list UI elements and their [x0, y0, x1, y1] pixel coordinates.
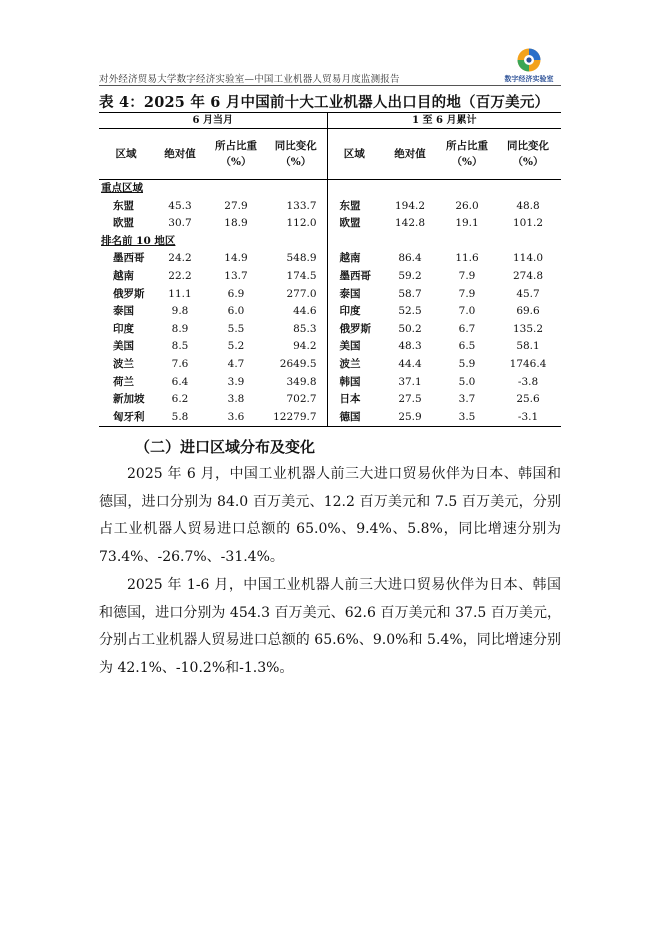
region-cell: 欧盟	[113, 217, 134, 230]
region-cell: 欧盟	[327, 215, 381, 233]
value-cell: 6.4	[171, 375, 189, 388]
share-cell: 13.7	[224, 269, 248, 282]
region-cell: 日本	[327, 391, 381, 409]
yoy-cell: 1746.4	[509, 357, 547, 370]
region-cell: 印度	[327, 303, 381, 321]
region-cell: 俄罗斯	[113, 287, 145, 300]
yoy-cell: 101.2	[512, 217, 544, 230]
yoy-cell: 548.9	[286, 252, 317, 265]
value-cell: 9.8	[171, 305, 189, 318]
table-row	[99, 286, 561, 304]
value-cell: 50.2	[398, 322, 422, 335]
share-cell: 4.7	[227, 357, 245, 370]
col-yoy-label: 同比变化	[507, 140, 550, 152]
header-rule	[99, 85, 561, 86]
region-cell: 东盟	[113, 199, 134, 212]
yoy-cell: 702.7	[286, 393, 317, 406]
paragraph-june: 2025 年 6 月，中国工业机器人前三大进口贸易伙伴为日本、韩国和德国，进口分别为 84.0 百万美元、12.2 百万美元和 7.5 百万美元，分别占工业机器人贸易进口总额的 65.0%、9.4%、5.8%，同比增速分别为 73.4%、-26.7%、-31.4%。	[99, 466, 561, 565]
group-label-key: 重点区域	[101, 182, 143, 194]
table-row	[99, 250, 561, 268]
table-row	[99, 268, 561, 286]
share-cell: 3.5	[439, 409, 495, 427]
value-cell: 48.3	[398, 340, 422, 353]
value-cell: 6.2	[171, 393, 189, 406]
value-cell: 44.4	[398, 357, 422, 370]
yoy-cell: 85.3	[293, 322, 317, 335]
region-cell: 越南	[327, 250, 381, 268]
table-row	[99, 303, 561, 321]
share-cell: 3.7	[458, 393, 476, 406]
value-cell: 30.7	[168, 217, 192, 230]
value-cell: 5.8	[153, 409, 207, 427]
col-yoy-label: 同比变化	[274, 140, 317, 152]
table-body	[99, 180, 561, 427]
region-cell: 波兰	[327, 356, 381, 374]
yoy-cell: 174.5	[286, 269, 317, 282]
yoy-cell: 349.8	[286, 375, 317, 388]
yoy-cell: -3.8	[517, 375, 539, 388]
share-cell: 11.6	[455, 252, 479, 265]
region-cell: 荷兰	[113, 375, 134, 388]
table-title: 表 4：2025 年 6 月中国前十大工业机器人出口目的地（百万美元）	[99, 94, 550, 111]
region-cell: 韩国	[327, 374, 381, 392]
col-region-left: 区域	[99, 129, 153, 180]
value-cell: 11.1	[168, 287, 192, 300]
value-cell: 22.2	[168, 269, 192, 282]
table-column-header	[99, 129, 561, 180]
region-cell: 墨西哥	[327, 268, 381, 286]
share-cell: 5.2	[227, 340, 245, 353]
col-abs-right: 绝对值	[381, 129, 439, 180]
yoy-cell: 135.2	[512, 322, 544, 335]
region-cell: 波兰	[113, 357, 134, 370]
region-cell: 东盟	[327, 198, 381, 216]
value-cell: 8.9	[171, 322, 189, 335]
share-cell: 7.0	[458, 305, 476, 318]
yoy-cell: 44.6	[293, 305, 317, 318]
region-cell: 越南	[113, 269, 134, 282]
yoy-cell: 274.8	[512, 269, 544, 282]
col-share-label: 所占比重	[215, 140, 257, 152]
logo-caption: 数字经济实验室	[504, 75, 554, 83]
region-cell: 美国	[113, 340, 134, 353]
left-group-header: 6 月当月	[99, 113, 327, 129]
value-cell: 59.2	[398, 269, 422, 282]
yoy-cell: 94.2	[293, 340, 317, 353]
value-cell: 8.5	[171, 340, 189, 353]
value-cell: 52.5	[398, 305, 422, 318]
share-cell: 5.9	[458, 357, 476, 370]
col-abs-left: 绝对值	[153, 129, 207, 180]
col-share-unit: （%）	[451, 156, 483, 168]
col-yoy-left	[265, 129, 327, 180]
table-row	[99, 409, 561, 427]
share-cell: 19.1	[455, 217, 479, 230]
region-cell: 新加坡	[113, 393, 145, 406]
table-row	[99, 391, 561, 409]
lab-logo	[501, 47, 557, 85]
region-cell: 匈牙利	[99, 409, 153, 427]
share-cell: 26.0	[455, 199, 479, 212]
share-cell: 27.9	[224, 199, 248, 212]
export-destination-table	[99, 112, 561, 427]
share-cell: 6.9	[227, 287, 245, 300]
yoy-cell: 25.6	[516, 393, 540, 406]
value-cell: 45.3	[168, 199, 192, 212]
share-cell: 6.7	[458, 322, 476, 335]
region-cell: 印度	[113, 322, 134, 335]
value-cell: 194.2	[394, 199, 426, 212]
region-cell: 墨西哥	[113, 252, 145, 265]
value-cell: 7.6	[171, 357, 189, 370]
globe-logo-icon	[516, 47, 542, 73]
region-cell: 德国	[327, 409, 381, 427]
table-row	[99, 356, 561, 374]
col-share-label: 所占比重	[446, 140, 489, 152]
section-heading: （二）进口区域分布及变化	[135, 438, 316, 456]
share-cell: 3.6	[207, 409, 265, 427]
col-share-unit: （%）	[220, 156, 252, 168]
share-cell: 5.5	[227, 322, 245, 335]
yoy-cell: 277.0	[286, 287, 317, 300]
table-row	[99, 321, 561, 339]
region-cell: 美国	[327, 338, 381, 356]
value-cell: 58.7	[398, 287, 422, 300]
share-cell: 7.9	[458, 287, 476, 300]
group-row	[99, 180, 561, 198]
col-yoy-unit: （%）	[512, 156, 544, 168]
page-header	[99, 47, 561, 87]
share-cell: 14.9	[224, 252, 248, 265]
value-cell: 27.5	[398, 393, 422, 406]
region-cell: 俄罗斯	[327, 321, 381, 339]
table-group-header	[99, 113, 561, 129]
yoy-cell: 133.7	[286, 199, 317, 212]
group-row	[99, 233, 561, 251]
col-share-left	[207, 129, 265, 180]
value-cell: 142.8	[394, 217, 426, 230]
group-label-top10: 排名前 10 地区	[101, 234, 176, 247]
right-group-header: 1 至 6 月累计	[327, 113, 561, 129]
paragraph-ytd: 2025 年 1-6 月，中国工业机器人前三大进口贸易伙伴为日本、韩国和德国，进口分别为 454.3 百万美元、62.6 百万美元和 37.5 百万美元，分别占工业机器人贸易进口总额的 65.6%、9.0%和 5.4%，同比增速分别为 42.1%、-10.2%和-1.3%。	[99, 577, 561, 676]
col-yoy-unit: （%）	[280, 156, 312, 168]
share-cell: 3.8	[227, 393, 245, 406]
value-cell: 25.9	[381, 409, 439, 427]
yoy-cell: 2649.5	[279, 357, 317, 370]
share-cell: 5.0	[458, 375, 476, 388]
table-row	[99, 198, 561, 216]
table-row	[99, 215, 561, 233]
value-cell: 86.4	[398, 252, 422, 265]
value-cell: 24.2	[168, 252, 192, 265]
value-cell: 37.1	[398, 375, 422, 388]
table-row	[99, 374, 561, 392]
col-share-right	[439, 129, 495, 180]
yoy-cell: -3.1	[495, 409, 561, 427]
yoy-cell: 45.7	[516, 287, 540, 300]
col-region-right: 区域	[327, 129, 381, 180]
region-cell: 泰国	[113, 305, 134, 318]
region-cell: 泰国	[327, 286, 381, 304]
yoy-cell: 58.1	[516, 340, 540, 353]
share-cell: 6.5	[458, 340, 476, 353]
share-cell: 6.0	[227, 305, 245, 318]
header-title: 对外经济贸易大学数字经济实验室—中国工业机器人贸易月度监测报告	[99, 74, 400, 85]
col-yoy-right	[495, 129, 561, 180]
share-cell: 7.9	[458, 269, 476, 282]
yoy-cell: 12279.7	[265, 409, 327, 427]
share-cell: 18.9	[224, 217, 248, 230]
yoy-cell: 48.8	[516, 199, 540, 212]
yoy-cell: 69.6	[516, 305, 540, 318]
yoy-cell: 114.0	[512, 252, 544, 265]
share-cell: 3.9	[227, 375, 245, 388]
yoy-cell: 112.0	[286, 217, 317, 230]
table-row	[99, 338, 561, 356]
